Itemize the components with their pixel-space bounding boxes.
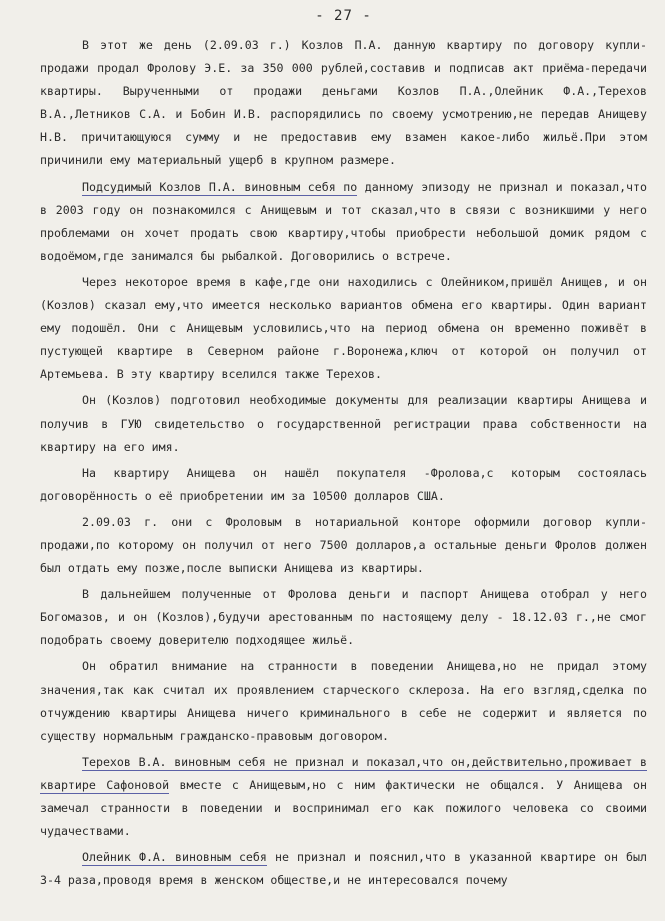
paragraph-text: данному эпизоду не признал и показал,что в 2003 году он познакомился с Анищевым и тот сказал,что в связи с возникшими у него проблемами он хочет продать свою квартиру,чтобы приобрести небольшой домик рядом с водоёмом,где занимался бы рыбалкой. Договорились о встрече.: [40, 179, 647, 263]
paragraph-text: В этот же день (2.09.03 г.) Козлов П.А. данную квартиру по договору купли-продажи продал Фролову Э.Е. за 350 000 рублей,составив и подписав акт приёма-передачи квартиры. Вырученными от продажи деньгами Козлов П.А.,Олейник Ф.А.,Терехов В.А.,Летников С.А. и Бобин И.В. распорядились по своему усмотрению,не передав Анищеву Н.В. причитающуюся сумму и не предоставив ему взамен какое-либо жильё.При этом причинили ему материальный ущерб в крупном размере.: [40, 38, 647, 168]
paragraph-terekhov-testimony: [40, 751, 647, 843]
paragraph-text: Он (Козлов) подготовил необходимые документы для реализации квартиры Анищева и получив в ГУЮ свидетельство о государственной регистрации права собственности на квартиру на его имя.: [40, 393, 647, 454]
paragraph-sale-to-frolov: [40, 34, 647, 173]
paragraph-strange-behaviour: [40, 655, 647, 747]
paragraph-text: не признал и пояснил,что в указанной квартире он был 3-4 раза,проводя время в женском обществе,и не интересовался почему: [40, 850, 647, 888]
paragraph-text: 2.09.03 г. они с Фроловым в нотариальной конторе оформили договор купли-продажи,по которому он получил от него 7500 долларов,а остальные деньги Фролов должен был отдать ему позже,после выписки Анищева из квартиры.: [40, 514, 647, 576]
paragraph-text: На квартиру Анищева он нашёл покупателя -Фролова,с которым состоялась договорённость о её приобретении им за 10500 долларов США.: [40, 465, 647, 503]
paragraph-text: Через некоторое время в кафе,где они находились с Олейником,пришёл Анищев, и он (Козлов) сказал ему,что имеется несколько вариантов обмена его квартиры. Один вариант ему подошёл. Они с Анищевым условились,что на период обмена он временно поживёт в пустующей квартире в Северном районе г.Воронежа,ключ от которой он получил от Артемьева. В эту квартиру вселился также Терехов.: [40, 274, 647, 382]
paragraph-text: В дальнейшем полученные от Фролова деньги и паспорт Анищева отобрал у него Богомазов, и он (Козлов),будучи арестованным по настоящему делу - 18.12.03 г.,не смог подобрать своему доверителю подходящее жильё.: [40, 587, 647, 648]
page-number: - 27 -: [315, 8, 372, 24]
highlighted-phrase: Олейник Ф.А. виновным себя: [82, 850, 267, 865]
paragraph-text: вместе с Анищевым,но с ним фактически не общался. У Анищева он замечал странности в поведении и воспринимал его как пожилого человека со своими чудачествами.: [40, 777, 647, 839]
paragraph-oleynik-testimony: [40, 846, 647, 892]
paragraph-notary-contract: [40, 511, 647, 580]
highlighted-phrase: Терехов В.А. виновным себя не признал и показал,что он,действительно,проживает в квартире Сафоновой: [40, 754, 647, 792]
paragraph-text: Он обратил внимание на странности в поведении Анищева,но не придал этому значения,так как считал их проявлением старческого склероза. На его взгляд,сделка по отчуждению квартиры Анищева ничего криминального в себе не содержит и является по существу нормальным гражданско-правовым договором.: [40, 659, 647, 743]
paragraph-money-taken: [40, 583, 647, 652]
highlighted-phrase: Подсудимый Козлов П.А. виновным себя по: [82, 179, 358, 194]
paragraph-kozlov-testimony: [40, 176, 647, 268]
paragraph-buyer-found: [40, 462, 647, 508]
paragraph-cafe-meeting: [40, 271, 647, 386]
paragraph-documents: [40, 389, 647, 458]
